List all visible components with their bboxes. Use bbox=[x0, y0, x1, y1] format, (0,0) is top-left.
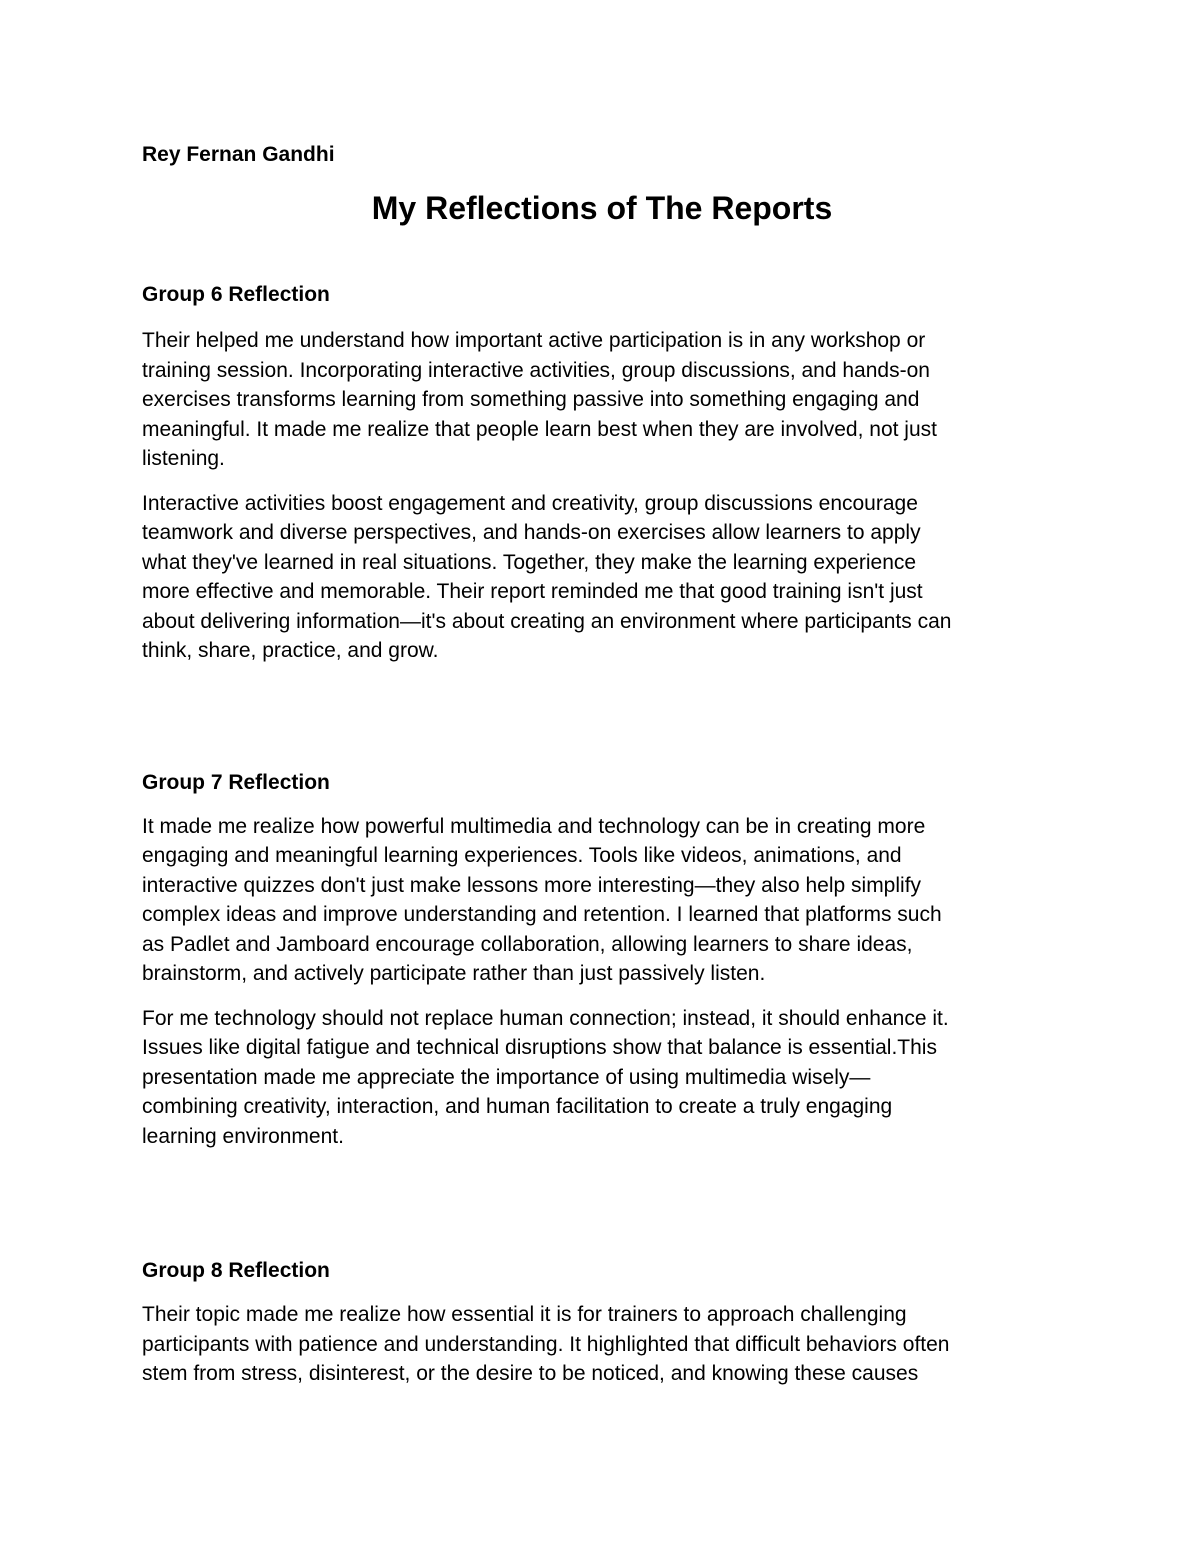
section-group-8 bbox=[142, 1256, 1062, 1389]
document-title: My Reflections of The Reports bbox=[371, 190, 833, 226]
section-heading: Group 8 Reflection bbox=[142, 1259, 330, 1282]
section-group-6 bbox=[142, 280, 1062, 666]
paragraph: Their helped me understand how important active participation is in any workshop or training session. Incorporating interactive activities, group discussions, and hands-on exercises transforms learning from something passive into something engaging and meaningful. It made me realize that people learn best when they are involved, not just listening. bbox=[142, 329, 937, 470]
section-heading: Group 6 Reflection bbox=[142, 283, 330, 306]
author-name: Rey Fernan Gandhi bbox=[142, 143, 335, 166]
paragraph: Interactive activities boost engagement and creativity, group discussions encourage teamwork and diverse perspectives, and hands-on exercises allow learners to apply what they've learned in real situations. Together, they make the learning experience more effective and memorable. Their report reminded me that good training isn't just about delivering information—it's about creating an environment where participants can think, share, practice, and grow. bbox=[142, 491, 952, 662]
paragraph: For me technology should not replace human connection; instead, it should enhance it. Issues like digital fatigue and technical disruptions show that balance is essential.This presentation made me appreciate the importance of using multimedia wisely— combining creativity, interaction, and human facilitation to create a truly engaging learning environment. bbox=[142, 1006, 949, 1148]
document-page bbox=[142, 140, 1062, 1389]
section-group-7 bbox=[142, 768, 1062, 1152]
paragraph: Their topic made me realize how essential it is for trainers to approach challenging participants with patience and understanding. It highlighted that difficult behaviors often stem from stress, disinterest, or the desire to be noticed, and knowing these causes bbox=[142, 1303, 950, 1385]
section-heading: Group 7 Reflection bbox=[142, 770, 330, 794]
paragraph: It made me realize how powerful multimedia and technology can be in creating more engaging and meaningful learning experiences. Tools like videos, animations, and interactive quizzes don't just make lessons more interesting—they also help simplify complex ideas and improve understanding and retention. I learned that platforms such as Padlet and Jamboard encourage collaboration, allowing learners to share ideas, brainstorm, and actively participate rather than just passively listen. bbox=[142, 814, 942, 985]
